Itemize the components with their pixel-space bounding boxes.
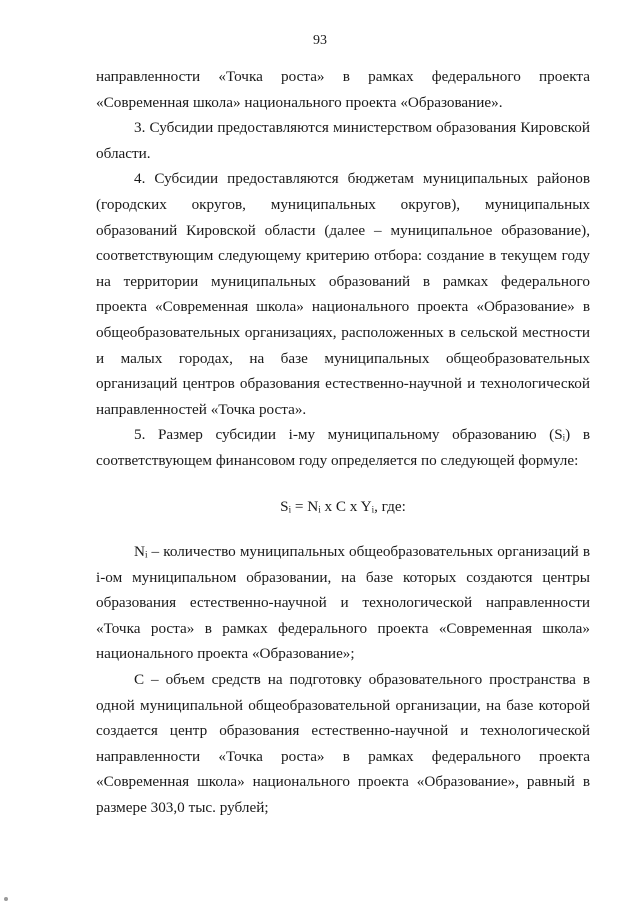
paragraph-3: 3. Субсидии предоставляются министерством образования Кировской области.	[96, 119, 590, 162]
page-number: 93	[313, 33, 327, 48]
definition-c: C – объем средств на подготовку образовательного пространства в одной муниципальной общеобразовательной организации, на базе которой создается центр образования естественно-научной и технологической направленности «Точка роста» в рамках федерального проекта «Современная школа» национального проекта «Образование», равный в размере 303,0 тыс. рублей;	[96, 671, 590, 817]
subsidy-formula: Sᵢ = Nᵢ x C x Yᵢ, где:	[280, 497, 406, 515]
paragraph-continuation: направленности «Точка роста» в рамках федерального проекта «Современная школа» национального проекта «Образование».	[96, 68, 590, 111]
paragraph-5: 5. Размер субсидии i-му муниципальному образованию (Sᵢ) в соответствующем финансовом году определяется по следующей формуле:	[96, 426, 590, 469]
definition-ni: Nᵢ – количество муниципальных общеобразовательных организаций в i-ом муниципальном образовании, на базе которых создаются центры образования естественно-научной и технологической направленности «Точка роста» в рамках федерального проекта «Современная школа» национального проекта «Образование»;	[96, 543, 590, 663]
scan-mark	[4, 897, 8, 901]
paragraph-4: 4. Субсидии предоставляются бюджетам муниципальных районов (городских округов, муниципальных округов), муниципальных образований Кировской области (далее – муниципальное образование), соответствующим следующему критерию отбора: создание в текущем году на территории муниципальных образований в рамках федерального проекта «Современная школа» национального проекта «Образование» в общеобразовательных организациях, расположенных в сельской местности и малых городах, на базе муниципальных общеобразовательных организаций центров образования естественно-научной и технологической направленностей «Точка роста».	[96, 170, 590, 418]
document-body	[96, 64, 590, 821]
